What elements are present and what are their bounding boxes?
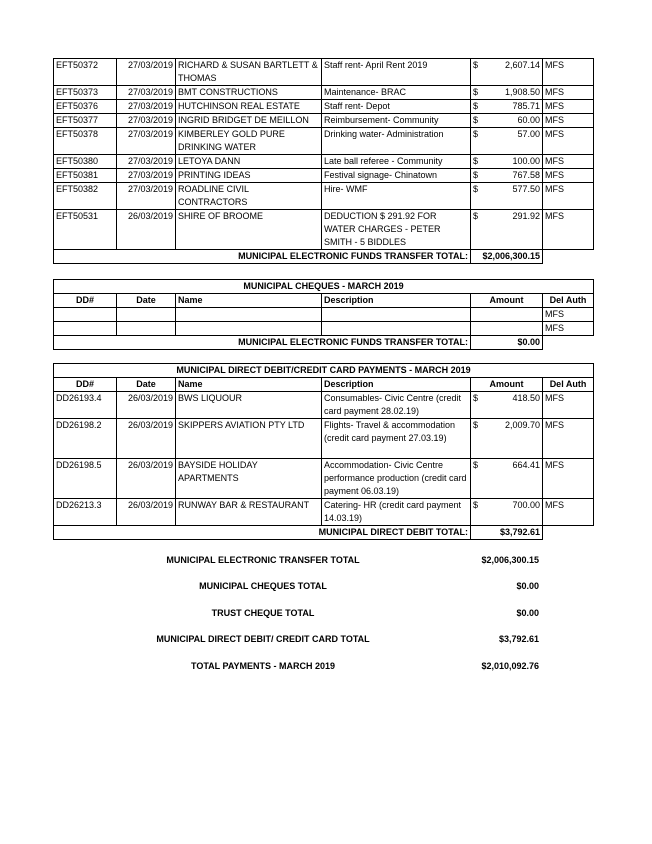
header-dd: DD# xyxy=(54,378,117,392)
currency-sign: $ xyxy=(473,211,479,221)
eft-amount: 57.00 xyxy=(517,129,540,139)
header-dd: DD# xyxy=(54,294,117,308)
eft-amount: 767.58 xyxy=(512,170,540,180)
eft-name: BMT CONSTRUCTIONS xyxy=(176,86,322,100)
currency-sign: $ xyxy=(473,115,479,125)
cheques-header-row xyxy=(54,294,594,308)
cheques-table xyxy=(53,279,594,350)
header-amount: Amount xyxy=(471,294,543,308)
eft-desc: Hire- WMF xyxy=(322,183,471,210)
currency-sign: $ xyxy=(473,156,479,166)
dd-title: MUNICIPAL DIRECT DEBIT/CREDIT CARD PAYMENTS - MARCH 2019 xyxy=(54,364,594,378)
dd-amount-cell xyxy=(471,459,543,499)
summary-value: $0.00 xyxy=(516,608,539,618)
summary-label: TOTAL PAYMENTS - MARCH 2019 xyxy=(190,661,336,671)
dd-date: 26/03/2019 xyxy=(117,419,176,459)
eft-desc: Staff rent- Depot xyxy=(322,100,471,114)
table-row xyxy=(54,499,594,526)
summary-label: MUNICIPAL DIRECT DEBIT/ CREDIT CARD TOTAL xyxy=(156,634,370,644)
eft-id: EFT50376 xyxy=(54,100,117,114)
eft-desc: DEDUCTION $ 291.92 FOR WATER CHARGES - PETER SMITH - 5 BIDDLES xyxy=(322,210,471,250)
eft-desc: Late ball referee - Community xyxy=(322,155,471,169)
eft-id: EFT50373 xyxy=(54,86,117,100)
eft-id: EFT50380 xyxy=(54,155,117,169)
eft-auth: MFS xyxy=(543,169,594,183)
blank-cell xyxy=(117,322,176,336)
eft-date: 26/03/2019 xyxy=(117,210,176,250)
eft-amount-cell xyxy=(471,210,543,250)
eft-desc: Maintenance- BRAC xyxy=(322,86,471,100)
eft-table xyxy=(53,58,594,264)
table-row xyxy=(54,183,594,210)
dd-amount-cell xyxy=(471,392,543,419)
header-del-auth: Del Auth xyxy=(543,294,594,308)
dd-name: BWS LIQUOUR xyxy=(176,392,322,419)
eft-name: PRINTING IDEAS xyxy=(176,169,322,183)
table-row xyxy=(54,322,594,336)
direct-debit-table xyxy=(53,363,594,540)
eft-id: EFT50382 xyxy=(54,183,117,210)
dd-name: RUNWAY BAR & RESTAURANT xyxy=(176,499,322,526)
blank-cell xyxy=(471,308,543,322)
table-row xyxy=(54,210,594,250)
eft-auth: MFS xyxy=(543,210,594,250)
eft-auth: MFS xyxy=(543,155,594,169)
cheques-title: MUNICIPAL CHEQUES - MARCH 2019 xyxy=(54,280,594,294)
summary-value: $0.00 xyxy=(516,581,539,591)
summary-line xyxy=(0,661,652,675)
eft-desc: Drinking water- Administration xyxy=(322,128,471,155)
eft-amount-cell xyxy=(471,114,543,128)
eft-amount-cell xyxy=(471,100,543,114)
dd-desc: Flights- Travel & accommodation (credit card payment 27.03.19) xyxy=(322,419,471,459)
dd-total-row xyxy=(54,526,594,540)
eft-date: 27/03/2019 xyxy=(117,114,176,128)
header-name: Name xyxy=(176,378,322,392)
eft-amount: 577.50 xyxy=(512,184,540,194)
eft-date: 27/03/2019 xyxy=(117,100,176,114)
dd-total-value: $3,792.61 xyxy=(471,526,543,540)
eft-name: RICHARD & SUSAN BARTLETT & THOMAS xyxy=(176,59,322,86)
blank-cell xyxy=(543,250,594,264)
eft-name: INGRID BRIDGET DE MEILLON xyxy=(176,114,322,128)
table-row xyxy=(54,128,594,155)
header-date: Date xyxy=(117,294,176,308)
header-del-auth: Del Auth xyxy=(543,378,594,392)
eft-auth: MFS xyxy=(543,59,594,86)
blank-cell xyxy=(176,308,322,322)
table-row xyxy=(54,459,594,499)
cheque-auth: MFS xyxy=(543,322,594,336)
dd-date: 26/03/2019 xyxy=(117,499,176,526)
eft-total-value: $2,006,300.15 xyxy=(471,250,543,264)
blank-cell xyxy=(543,336,594,350)
currency-sign: $ xyxy=(473,420,479,430)
eft-id: EFT50531 xyxy=(54,210,117,250)
summary-line xyxy=(0,634,652,648)
table-row xyxy=(54,308,594,322)
eft-amount: 100.00 xyxy=(512,156,540,166)
blank-cell xyxy=(54,322,117,336)
blank-cell xyxy=(322,308,471,322)
currency-sign: $ xyxy=(473,60,479,70)
table-row xyxy=(54,155,594,169)
summary-line xyxy=(0,608,652,622)
blank-cell xyxy=(322,322,471,336)
dd-date: 26/03/2019 xyxy=(117,392,176,419)
dd-desc: Accommodation- Civic Centre performance production (credit card payment 06.03.19) xyxy=(322,459,471,499)
dd-desc: Consumables- Civic Centre (credit card payment 28.02.19) xyxy=(322,392,471,419)
eft-amount-cell xyxy=(471,128,543,155)
eft-auth: MFS xyxy=(543,128,594,155)
eft-amount: 1,908.50 xyxy=(504,87,540,97)
dd-id: DD26198.5 xyxy=(54,459,117,499)
summary-label: MUNICIPAL CHEQUES TOTAL xyxy=(199,581,327,591)
summary-value: $3,792.61 xyxy=(498,634,539,644)
eft-amount-cell xyxy=(471,155,543,169)
header-description: Description xyxy=(322,294,471,308)
summary-label: TRUST CHEQUE TOTAL xyxy=(211,608,315,618)
currency-sign: $ xyxy=(473,87,479,97)
currency-sign: $ xyxy=(473,460,479,470)
dd-id: DD26213.3 xyxy=(54,499,117,526)
currency-sign: $ xyxy=(473,500,479,510)
dd-name: SKIPPERS AVIATION PTY LTD xyxy=(176,419,322,459)
table-row xyxy=(54,86,594,100)
eft-amount-cell xyxy=(471,86,543,100)
dd-name: BAYSIDE HOLIDAY APARTMENTS xyxy=(176,459,322,499)
header-name: Name xyxy=(176,294,322,308)
table-row xyxy=(54,100,594,114)
blank-cell xyxy=(176,322,322,336)
dd-id: DD26193.4 xyxy=(54,392,117,419)
header-description: Description xyxy=(322,378,471,392)
dd-auth: MFS xyxy=(543,459,594,499)
dd-auth: MFS xyxy=(543,499,594,526)
summary-value: $2,010,092.76 xyxy=(481,661,539,671)
currency-sign: $ xyxy=(473,184,479,194)
summary-line xyxy=(0,555,652,569)
eft-name: KIMBERLEY GOLD PURE DRINKING WATER xyxy=(176,128,322,155)
dd-total-label: MUNICIPAL DIRECT DEBIT TOTAL: xyxy=(54,526,471,540)
eft-auth: MFS xyxy=(543,114,594,128)
dd-id: DD26198.2 xyxy=(54,419,117,459)
table-row xyxy=(54,59,594,86)
eft-amount-cell xyxy=(471,183,543,210)
eft-amount: 60.00 xyxy=(517,115,540,125)
blank-cell xyxy=(471,322,543,336)
eft-desc: Festival signage- Chinatown xyxy=(322,169,471,183)
eft-desc: Reimbursement- Community xyxy=(322,114,471,128)
eft-date: 27/03/2019 xyxy=(117,59,176,86)
eft-amount-cell xyxy=(471,59,543,86)
dd-amount-cell xyxy=(471,419,543,459)
dd-auth: MFS xyxy=(543,419,594,459)
eft-total-label: MUNICIPAL ELECTRONIC FUNDS TRANSFER TOTAL: xyxy=(54,250,471,264)
dd-amount: 418.50 xyxy=(512,393,540,403)
eft-amount-cell xyxy=(471,169,543,183)
cheques-total-row xyxy=(54,336,594,350)
currency-sign: $ xyxy=(473,170,479,180)
currency-sign: $ xyxy=(473,101,479,111)
eft-date: 27/03/2019 xyxy=(117,86,176,100)
eft-id: EFT50378 xyxy=(54,128,117,155)
eft-id: EFT50372 xyxy=(54,59,117,86)
dd-amount-cell xyxy=(471,499,543,526)
summary-line xyxy=(0,581,652,595)
eft-amount: 2,607.14 xyxy=(504,60,540,70)
eft-date: 27/03/2019 xyxy=(117,183,176,210)
currency-sign: $ xyxy=(473,393,479,403)
table-row xyxy=(54,114,594,128)
eft-name: HUTCHINSON REAL ESTATE xyxy=(176,100,322,114)
summary-label: MUNICIPAL ELECTRONIC TRANSFER TOTAL xyxy=(166,555,360,565)
eft-auth: MFS xyxy=(543,183,594,210)
dd-amount: 700.00 xyxy=(512,500,540,510)
dd-title-row xyxy=(54,364,594,378)
eft-date: 27/03/2019 xyxy=(117,155,176,169)
eft-id: EFT50381 xyxy=(54,169,117,183)
eft-amount: 785.71 xyxy=(512,101,540,111)
header-amount: Amount xyxy=(471,378,543,392)
eft-name: SHIRE OF BROOME xyxy=(176,210,322,250)
cheques-total-value: $0.00 xyxy=(471,336,543,350)
table-row xyxy=(54,169,594,183)
eft-id: EFT50377 xyxy=(54,114,117,128)
table-row xyxy=(54,419,594,459)
currency-sign: $ xyxy=(473,129,479,139)
dd-header-row xyxy=(54,378,594,392)
eft-auth: MFS xyxy=(543,100,594,114)
cheques-total-label: MUNICIPAL ELECTRONIC FUNDS TRANSFER TOTAL: xyxy=(54,336,471,350)
table-row xyxy=(54,392,594,419)
header-date: Date xyxy=(117,378,176,392)
eft-name: ROADLINE CIVIL CONTRACTORS xyxy=(176,183,322,210)
dd-auth: MFS xyxy=(543,392,594,419)
summary-value: $2,006,300.15 xyxy=(481,555,539,565)
dd-amount: 2,009.70 xyxy=(504,420,540,430)
eft-name: LETOYA DANN xyxy=(176,155,322,169)
blank-cell xyxy=(543,526,594,540)
cheques-title-row xyxy=(54,280,594,294)
eft-amount: 291.92 xyxy=(512,211,540,221)
cheque-auth: MFS xyxy=(543,308,594,322)
dd-desc: Catering- HR (credit card payment 14.03.19) xyxy=(322,499,471,526)
eft-total-row xyxy=(54,250,594,264)
dd-amount: 664.41 xyxy=(512,460,540,470)
eft-desc: Staff rent- April Rent 2019 xyxy=(322,59,471,86)
blank-cell xyxy=(117,308,176,322)
eft-auth: MFS xyxy=(543,86,594,100)
dd-date: 26/03/2019 xyxy=(117,459,176,499)
eft-date: 27/03/2019 xyxy=(117,169,176,183)
blank-cell xyxy=(54,308,117,322)
eft-date: 27/03/2019 xyxy=(117,128,176,155)
